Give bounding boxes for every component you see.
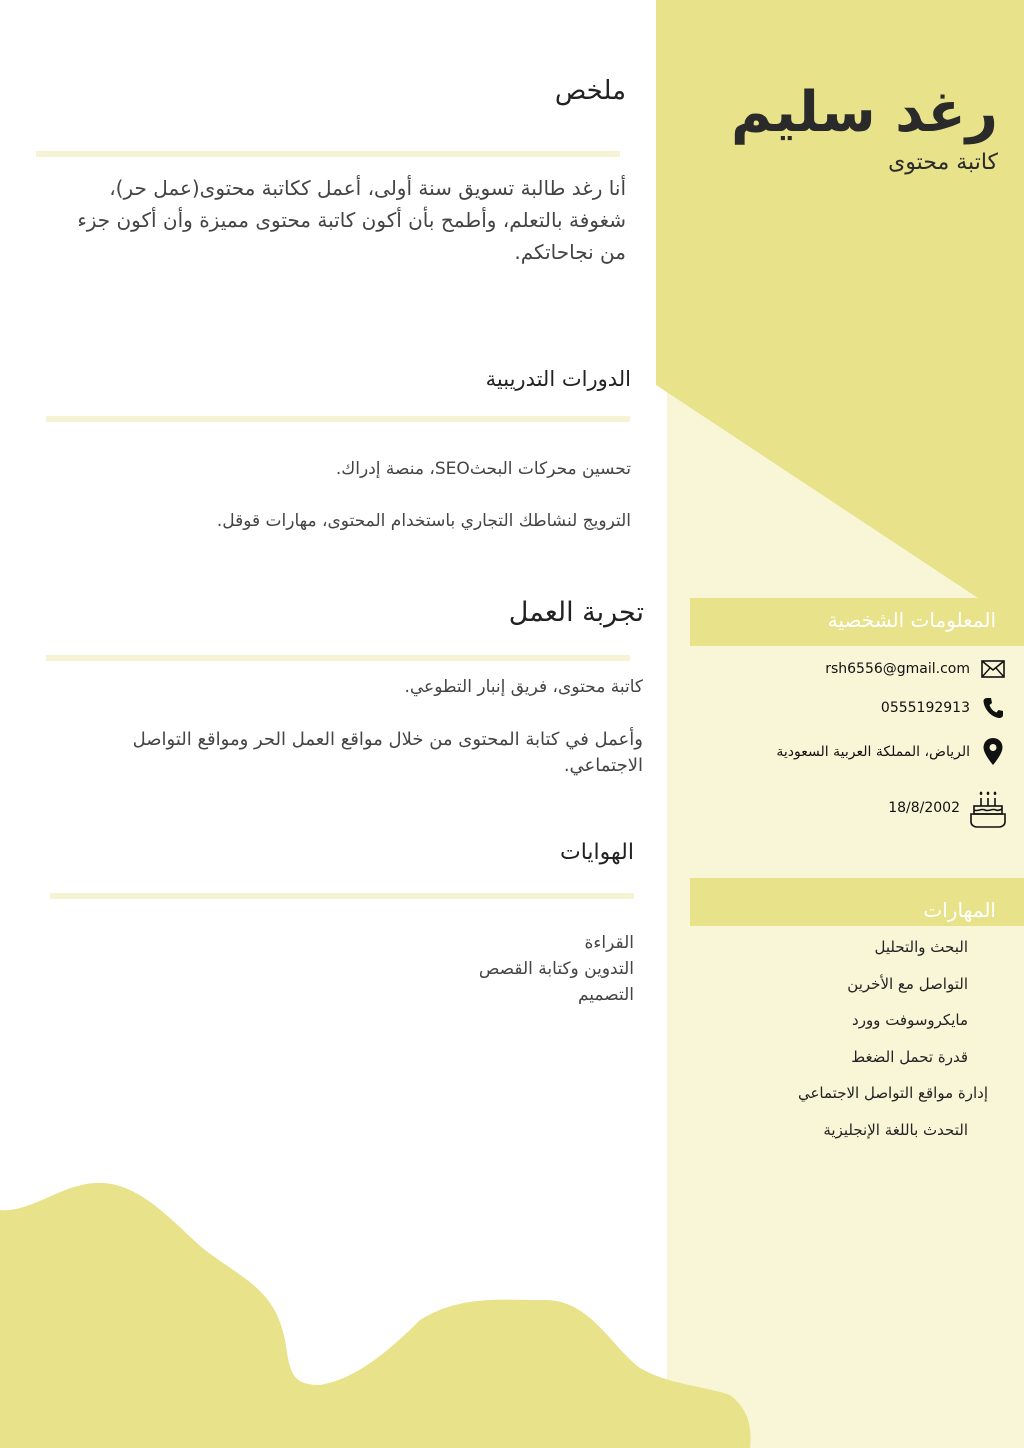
email-row xyxy=(825,660,1008,678)
location-pin-icon xyxy=(978,738,1008,766)
skills-title: المهارات xyxy=(923,898,996,922)
job-title: كاتبة محتوى xyxy=(888,150,998,175)
birthday-cake-icon xyxy=(968,788,1008,828)
experience-title: تجربة العمل xyxy=(508,597,644,628)
phone-text[interactable]: 0555192913 xyxy=(880,700,970,716)
hobby-item: القراءة xyxy=(584,933,634,953)
summary-title: ملخص xyxy=(554,76,626,106)
skill-item: التحدث باللغة الإنجليزية xyxy=(823,1120,968,1139)
hobby-item: التدوين وكتابة القصص xyxy=(478,959,634,979)
phone-row xyxy=(881,697,1008,719)
skill-item: التواصل مع الأخرين xyxy=(847,974,968,993)
hobbies-title: الهوايات xyxy=(560,840,634,865)
skill-item: قدرة تحمل الضغط xyxy=(851,1047,968,1066)
candidate-name: رغد سليم xyxy=(730,80,998,145)
hobbies-divider xyxy=(50,893,634,899)
birthdate-text: 18/8/2002 xyxy=(888,800,960,816)
skill-item: مايكروسوفت وورد xyxy=(852,1011,968,1030)
email-text[interactable]: rsh6556@gmail.com xyxy=(825,661,970,677)
envelope-icon xyxy=(978,660,1008,678)
experience-divider xyxy=(46,655,630,661)
courses-title: الدورات التدريبية xyxy=(485,367,631,391)
summary-divider xyxy=(36,151,620,157)
location-row xyxy=(776,738,1008,766)
experience-description: وأعمل في كتابة المحتوى من خلال مواقع العمل الحر ومواقع التواصل الاجتماعي. xyxy=(132,729,643,776)
personal-info-band xyxy=(690,598,1024,646)
skill-item: إدارة مواقع التواصل الاجتماعي xyxy=(797,1084,988,1103)
hobbies-list xyxy=(479,930,634,1008)
bottom-blob xyxy=(0,1183,751,1448)
courses-divider xyxy=(46,416,630,422)
location-text: الرياض، المملكة العربية السعودية xyxy=(776,744,970,760)
hobby-item: التصميم xyxy=(577,985,634,1005)
birthdate-row xyxy=(888,788,1008,828)
course-item: تحسين محركات البحثSEO، منصة إدراك. xyxy=(335,459,631,479)
course-item: الترويج لنشاطك التجاري باستخدام المحتوى، مهارات قوقل. xyxy=(216,511,631,531)
experience-role: كاتبة محتوى، فريق إنبار التطوعي. xyxy=(404,677,643,697)
personal-info-title: المعلومات الشخصية xyxy=(827,608,996,632)
phone-icon xyxy=(978,697,1008,719)
skill-item: البحث والتحليل xyxy=(874,938,968,956)
skills-list xyxy=(708,935,988,1155)
skills-band xyxy=(690,878,1024,926)
summary-text: أنا رغد طالبة تسويق سنة أولى، أعمل ككاتبة محتوى(عمل حر)، شغوفة بالتعلم، وأطمح بأن أكون كاتبة محتوى مميزة وأن أكون جزء من نجاحاتكم. xyxy=(77,176,626,264)
